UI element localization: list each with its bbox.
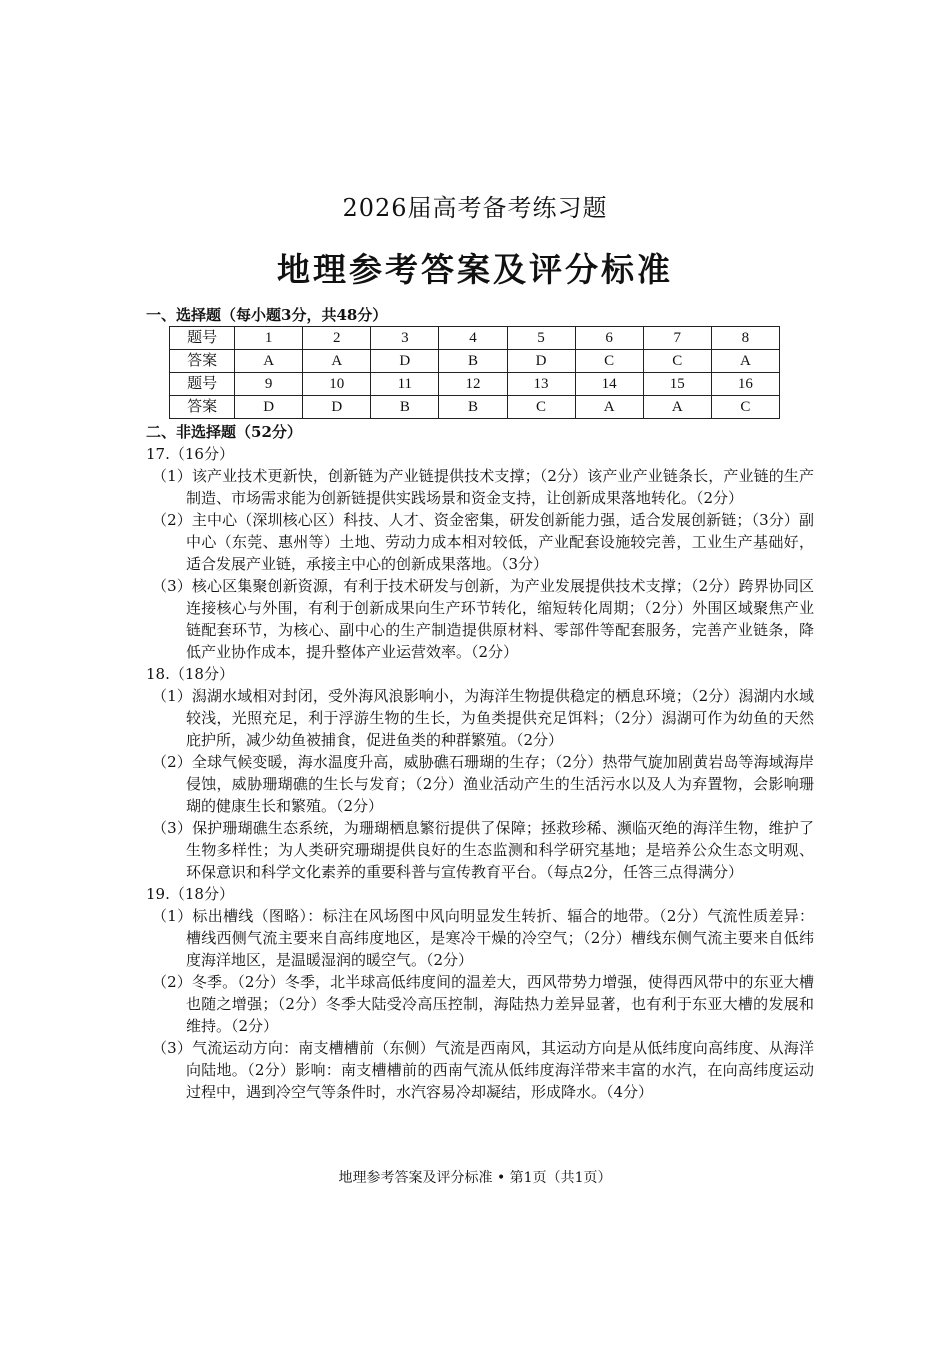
document-title: 地理参考答案及评分标准 bbox=[277, 250, 673, 289]
answer-cell: 9 bbox=[235, 373, 303, 396]
row-label: 题号 bbox=[170, 373, 235, 396]
answer-part: （2）主中心（深圳核心区）科技、人才、资金密集，研发创新能力强，适合发展创新链；（3分）副中心（东莞、惠州等）土地、劳动力成本相对较低，产业配套设施较完善，工业生产基础好，适合发展产业链，承接主中心的创新成果落地。（3分） bbox=[152, 511, 814, 573]
answer-cell: 3 bbox=[371, 327, 439, 350]
answer-cell: 14 bbox=[575, 373, 643, 396]
section2-heading: 二、非选择题（52分） bbox=[146, 423, 302, 441]
answer-cell: B bbox=[439, 396, 507, 419]
answer-cell: 10 bbox=[303, 373, 371, 396]
answer-cell: 13 bbox=[507, 373, 575, 396]
answer-table-row bbox=[170, 327, 780, 350]
answer-cell: D bbox=[371, 350, 439, 373]
answer-part: （2）冬季。（2分）冬季，北半球高低纬度间的温差大，西风带势力增强，使得西风带中的东亚大槽也随之增强；（2分）冬季大陆受冷高压控制，海陆热力差异显著，也有利于东亚大槽的发展和维持。（2分） bbox=[152, 973, 814, 1035]
answer-part: （1）潟湖水域相对封闭，受外海风浪影响小，为海洋生物提供稳定的栖息环境；（2分）潟湖内水域较浅，光照充足，利于浮游生物的生长，为鱼类提供充足饵料；（2分）潟湖可作为幼鱼的天然庇护所，减少幼鱼被捕食，促进鱼类的种群繁殖。（2分） bbox=[152, 687, 814, 749]
section1-heading: 一、选择题（每小题3分，共48分） bbox=[146, 306, 388, 324]
answer-cell: A bbox=[303, 350, 371, 373]
answer-cell: A bbox=[643, 396, 711, 419]
answer-cell: 12 bbox=[439, 373, 507, 396]
answer-cell: D bbox=[507, 350, 575, 373]
answer-cell: 8 bbox=[711, 327, 779, 350]
answer-cell: 16 bbox=[711, 373, 779, 396]
answer-cell: 7 bbox=[643, 327, 711, 350]
answer-part: （1）该产业技术更新快，创新链为产业链提供技术支撑；（2分）该产业产业链条长，产业链的生产制造、市场需求能为创新链提供实践场景和资金支持，让创新成果落地转化。（2分） bbox=[152, 467, 814, 507]
answer-cell: 11 bbox=[371, 373, 439, 396]
answer-cell: D bbox=[303, 396, 371, 419]
question-title: 18.（18分） bbox=[146, 665, 234, 683]
answer-cell: C bbox=[711, 396, 779, 419]
answer-cell: 4 bbox=[439, 327, 507, 350]
answer-table-row bbox=[170, 373, 780, 396]
answer-part: （3）保护珊瑚礁生态系统，为珊瑚栖息繁衍提供了保障；拯救珍稀、濒临灭绝的海洋生物，维护了生物多样性；为人类研究珊瑚提供良好的生态监测和科学研究基地；是培养公众生态文明观、环保意识和科学文化素养的重要科普与宣传教育平台。（每点2分，任答三点得满分） bbox=[152, 819, 814, 881]
exam-title: 2026届高考备考练习题 bbox=[342, 194, 608, 222]
answer-table bbox=[169, 326, 780, 419]
question-list bbox=[146, 443, 814, 1103]
answer-cell: 15 bbox=[643, 373, 711, 396]
answer-cell: A bbox=[711, 350, 779, 373]
answer-table-row bbox=[170, 350, 780, 373]
answer-cell: D bbox=[235, 396, 303, 419]
question-title: 17.（16分） bbox=[146, 445, 234, 463]
answer-cell: 5 bbox=[507, 327, 575, 350]
question-title: 19.（18分） bbox=[146, 885, 234, 903]
answer-table-row bbox=[170, 396, 780, 419]
row-label: 题号 bbox=[170, 327, 235, 350]
answer-cell: C bbox=[507, 396, 575, 419]
row-label: 答案 bbox=[170, 350, 235, 373]
answer-cell: A bbox=[235, 350, 303, 373]
answer-cell: 6 bbox=[575, 327, 643, 350]
row-label: 答案 bbox=[170, 396, 235, 419]
answer-cell: B bbox=[439, 350, 507, 373]
answer-part: （1）标出槽线（图略）：标注在风场图中风向明显发生转折、辐合的地带。（2分）气流性质差异：槽线西侧气流主要来自高纬度地区，是寒冷干燥的冷空气；（2分）槽线东侧气流主要来自低纬度海洋地区，是温暖湿润的暖空气。（2分） bbox=[152, 907, 814, 969]
page-footer: 地理参考答案及评分标准 • 第1页（共1页） bbox=[338, 1170, 612, 1186]
answer-cell: 2 bbox=[303, 327, 371, 350]
answer-cell: C bbox=[575, 350, 643, 373]
answer-part: （3）核心区集聚创新资源，有利于技术研发与创新，为产业发展提供技术支撑；（2分）跨界协同区连接核心与外围，有利于创新成果向生产环节转化，缩短转化周期；（2分）外围区域聚焦产业链配套环节，为核心、副中心的生产制造提供原材料、零部件等配套服务，完善产业链条，降低产业协作成本，提升整体产业运营效率。（2分） bbox=[152, 577, 814, 661]
content bbox=[146, 305, 814, 1103]
answer-part: （2）全球气候变暖，海水温度升高，威胁礁石珊瑚的生存；（2分）热带气旋加剧黄岩岛等海域海岸侵蚀，威胁珊瑚礁的生长与发育；（2分）渔业活动产生的生活污水以及人为弃置物，会影响珊瑚的健康生长和繁殖。（2分） bbox=[152, 753, 814, 815]
answer-cell: A bbox=[575, 396, 643, 419]
answer-cell: 1 bbox=[235, 327, 303, 350]
answer-cell: C bbox=[643, 350, 711, 373]
answer-part: （3）气流运动方向：南支槽槽前（东侧）气流是西南风，其运动方向是从低纬度向高纬度、从海洋向陆地。（2分）影响：南支槽槽前的西南气流从低纬度海洋带来丰富的水汽，在向高纬度运动过程中，遇到冷空气等条件时，水汽容易冷却凝结，形成降水。（4分） bbox=[152, 1039, 814, 1101]
answer-cell: B bbox=[371, 396, 439, 419]
